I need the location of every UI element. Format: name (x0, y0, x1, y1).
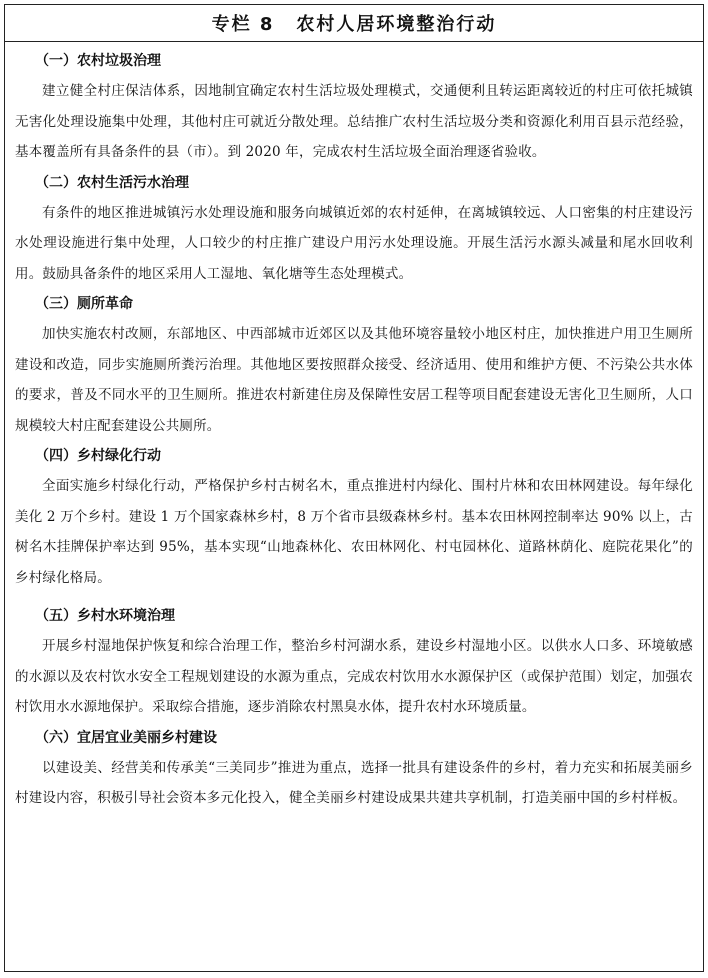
section-greening (15, 441, 693, 593)
column-box (4, 4, 704, 972)
section-body: 有条件的地区推进城镇污水处理设施和服务向城镇近郊的农村延伸，在离城镇较远、人口密集的村庄建设污水处理设施进行集中处理，人口较少的村庄推广建设户用污水处理设施。开展生活污水源头减量和尾水回收利用。鼓励具备条件的地区采用人工湿地、氧化塘等生态处理模式。 (15, 204, 693, 282)
column-content (5, 42, 703, 814)
section-spacer (15, 593, 693, 601)
section-heading: （三）厕所革命 (35, 296, 133, 312)
section-water (15, 601, 693, 723)
section-body: 开展乡村湿地保护恢复和综合治理工作，整治乡村河湖水系，建设乡村湿地小区。以供水人口多、环境敏感的水源以及农村饮水安全工程规划建设的水源为重点，完成农村饮用水水源保护区（或保护范围）划定，加强农村饮用水水源地保护。采取综合措施，逐步消除农村黑臭水体，提升农村水环境质量。 (15, 638, 693, 715)
column-title-bar (5, 5, 703, 42)
column-title: 农村人居环境整治行动 (296, 14, 497, 35)
section-body: 建立健全村庄保洁体系，因地制宜确定农村生活垃圾处理模式，交通便利且转运距离较近的村庄可依托城镇无害化处理设施集中处理，其他村庄可就近分散处理。总结推广农村生活垃圾分类和资源化利用百县示范经验，基本覆盖所有具备条件的县（市）。到 2020 年，完成农村生活垃圾全面治理逐省验收。 (15, 83, 693, 160)
section-heading: （二）农村生活污水治理 (35, 174, 189, 191)
section-heading: （一）农村垃圾治理 (35, 53, 161, 69)
section-sewage (15, 168, 693, 290)
section-toilet (15, 289, 693, 441)
section-body: 加快实施农村改厕，东部地区、中西部城市近郊区以及其他环境容量较小地区村庄，加快推进户用卫生厕所建设和改造，同步实施厕所粪污治理。其他地区要按照群众接受、经济适用、使用和维护方便、不污染公共水体的要求，普及不同水平的卫生厕所。推进农村新建住房及保障性安居工程等项目配套建设无害化卫生厕所，人口规模较大村庄配套建设公共厕所。 (15, 326, 693, 434)
section-body: 以建设美、经营美和传承美“三美同步”推进为重点，选择一批具有建设条件的乡村，着力充实和拓展美丽乡村建设内容，积极引导社会资本多元化投入，健全美丽乡村建设成果共建共享机制，打造美丽中国的乡村样板。 (15, 759, 693, 806)
section-body: 全面实施乡村绿化行动，严格保护乡村古树名木，重点推进村内绿化、围村片林和农田林网建设。每年绿化美化 2 万个乡村。建设 1 万个国家森林乡村，8 万个省市县级森林乡村。基本农田林网控制率达 90% 以上，古树名木挂牌保护率达到 95%，基本实现“山地森林化、农田林网化、村屯园林化、道路林荫化、庭院花果化”的乡村绿化格局。 (15, 478, 693, 586)
section-heading: （四）乡村绿化行动 (35, 448, 161, 464)
section-heading: （五）乡村水环境治理 (35, 608, 175, 624)
section-garbage (15, 46, 693, 168)
column-label: 专栏 8 (211, 14, 275, 35)
section-heading: （六）宜居宜业美丽乡村建设 (35, 729, 217, 746)
section-beautiful-village (15, 723, 693, 814)
